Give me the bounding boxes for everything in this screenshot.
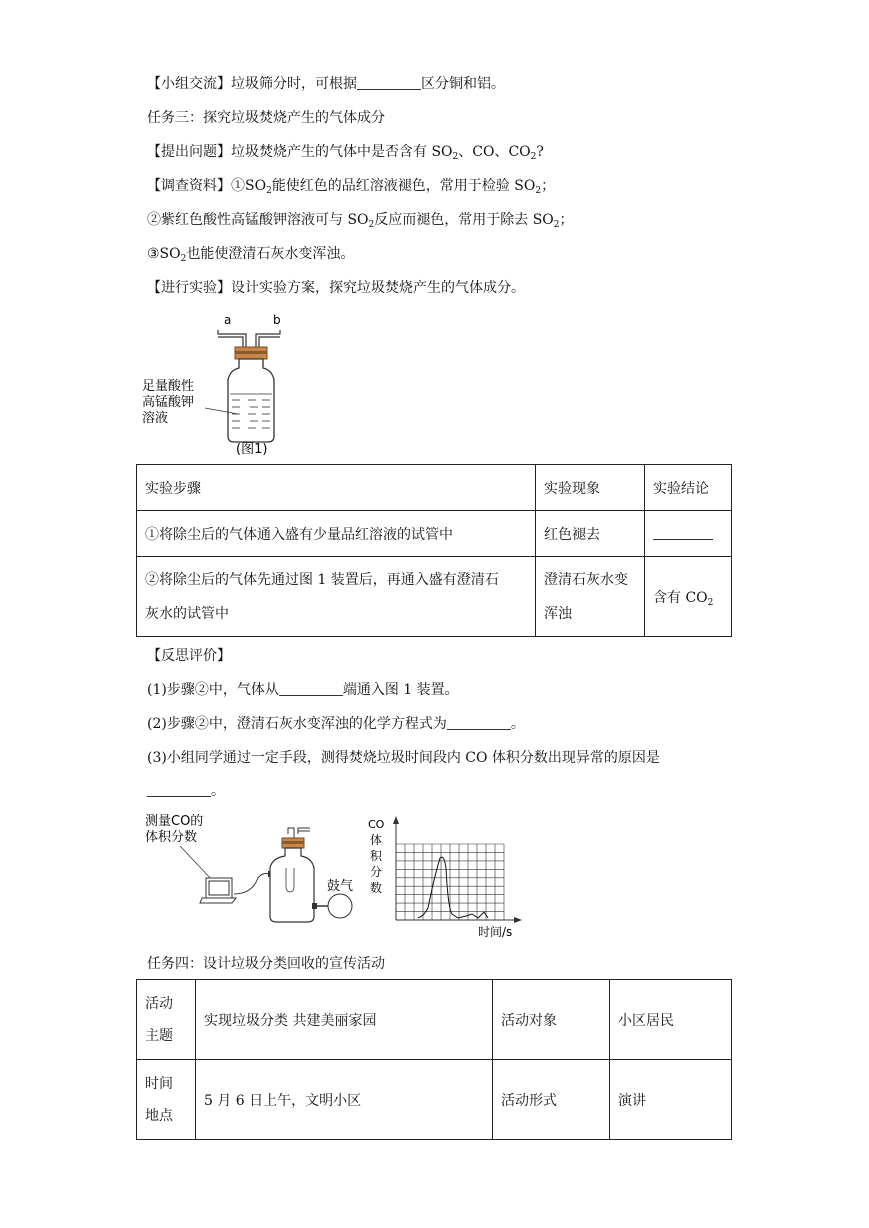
conclusion-2 <box>645 557 732 637</box>
reference-line-2 <box>147 211 574 229</box>
text: ； <box>541 178 556 194</box>
text: 灰水的试管中 <box>145 605 229 622</box>
activity-table <box>136 979 732 1140</box>
text: 浑浊 <box>544 605 572 622</box>
label-audience: 活动对象 <box>493 980 610 1060</box>
measure-label-1: 测量CO的 <box>145 814 204 829</box>
header-conclusion: 实验结论 <box>645 465 732 511</box>
question-1 <box>147 681 459 699</box>
pointer-line <box>180 846 214 882</box>
task3-title: 任务三：探究垃圾焚烧产生的气体成分 <box>147 110 385 126</box>
co-chart <box>368 816 522 939</box>
figure1-label-b: b <box>273 313 281 327</box>
laptop-icon <box>200 878 236 903</box>
answer-blank <box>279 681 343 696</box>
subscript: 2 <box>707 597 714 608</box>
liquid-label-2: 高锰酸钾 <box>142 395 195 410</box>
x-axis-label: 时间/s <box>478 925 513 939</box>
figure1-apparatus <box>140 310 300 460</box>
audience-value: 小区居民 <box>610 980 732 1060</box>
phenomenon-1: 红色褪去 <box>536 511 645 557</box>
x-axis-arrow <box>514 917 522 923</box>
text: 能使红色的品红溶液褪色，常用于检验 SO <box>271 178 536 194</box>
text: ? <box>536 144 544 160</box>
text: ②将除尘后的气体先通过图 1 装置后，再通入盛有澄清石 <box>145 571 499 588</box>
conclusion-1-blank <box>645 511 732 557</box>
co-curve <box>418 857 488 918</box>
text: 区分铜和铝。 <box>421 76 505 92</box>
answer-blank <box>653 525 713 540</box>
subscript: 2 <box>553 220 560 230</box>
y-axis-label-4: 数 <box>370 881 383 895</box>
phenomenon-2 <box>536 557 645 637</box>
bottle <box>270 848 314 922</box>
figure1-label-a: a <box>224 313 232 327</box>
label-time-place <box>137 1060 196 1140</box>
group-discussion-line <box>147 75 505 93</box>
question-2 <box>147 715 525 733</box>
answer-blank <box>147 782 211 797</box>
liquid-label-1: 足量酸性 <box>142 379 195 394</box>
text: 端通入图 1 装置。 <box>342 682 459 698</box>
y-axis-label-1: 体 <box>370 833 383 847</box>
text: (2)步骤②中，澄清石灰水变浑浊的化学方程式为 <box>147 716 447 732</box>
time-place-value: 5 月 6 日上午，文明小区 <box>196 1060 493 1140</box>
text: 、CO、CO <box>458 144 531 160</box>
text: 时间 <box>145 1075 173 1092</box>
step-2 <box>137 557 536 637</box>
text: ③SO <box>147 246 181 262</box>
text: 。 <box>211 783 225 799</box>
text: 澄清石灰水变 <box>544 571 628 588</box>
reflection-title: 【反思评价】 <box>147 648 231 664</box>
subscript: 2 <box>266 186 272 196</box>
blower-label: 鼓气 <box>327 879 354 894</box>
experiment-table <box>136 464 732 637</box>
measure-label-2: 体积分数 <box>145 830 198 845</box>
label-format: 活动形式 <box>493 1060 610 1140</box>
question-3: (3)小组同学通过一定手段，测得焚烧垃圾时间段内 CO 体积分数出现异常的原因是 <box>147 750 660 766</box>
y-axis-label-co: CO <box>368 818 385 831</box>
experiment-line: 【进行实验】设计实验方案，探究垃圾焚烧产生的气体成分。 <box>147 280 525 296</box>
step-1: ①将除尘后的气体通入盛有少量品红溶液的试管中 <box>137 511 536 557</box>
subscript: 2 <box>452 152 459 162</box>
text: 主题 <box>145 1027 173 1044</box>
sensor-cable <box>234 874 270 895</box>
subscript: 2 <box>535 186 542 196</box>
y-axis-label-2: 积 <box>370 849 383 863</box>
bottle <box>228 359 274 442</box>
subscript: 2 <box>368 220 375 230</box>
text: ②紫红色酸性高锰酸钾溶液可与 SO <box>147 212 369 228</box>
liquid-label-3: 溶液 <box>142 411 169 426</box>
text: 也能使澄清石灰水变浑浊。 <box>186 246 355 262</box>
theme-value: 实现垃圾分类 共建美丽家园 <box>196 980 493 1060</box>
answer-blank <box>447 715 511 730</box>
task4-title: 任务四：设计垃圾分类回收的宣传活动 <box>147 956 385 972</box>
answer-blank <box>357 75 421 90</box>
text: 【提出问题】垃圾焚烧产生的气体中是否含有 SO <box>147 144 453 160</box>
reference-line-3 <box>147 245 354 263</box>
text: (1)步骤②中，气体从 <box>147 682 279 698</box>
header-step: 实验步骤 <box>137 465 536 511</box>
text: 。 <box>510 716 525 732</box>
text: 【调查资料】①SO <box>147 178 267 194</box>
text: 反应而褪色，常用于除去 SO <box>374 212 554 228</box>
text: 地点 <box>145 1107 173 1124</box>
text: 【小组交流】垃圾筛分时，可根据 <box>147 76 357 92</box>
header-phenomenon: 实验现象 <box>536 465 645 511</box>
figure1-caption: (图1) <box>236 442 268 457</box>
text: ； <box>559 212 574 228</box>
label-theme <box>137 980 196 1060</box>
figure2-measurement <box>140 808 540 943</box>
y-axis-arrow <box>393 816 399 824</box>
blower-bulb <box>328 894 352 918</box>
format-value: 演讲 <box>610 1060 732 1140</box>
question-3-blank-line <box>147 782 225 800</box>
y-axis-label-3: 分 <box>370 865 383 879</box>
subscript: 2 <box>180 254 187 264</box>
text: 含有 CO <box>653 589 708 606</box>
subscript: 2 <box>530 152 537 162</box>
reference-line-1 <box>147 177 555 195</box>
question-line <box>147 143 544 161</box>
text: 活动 <box>145 995 173 1012</box>
